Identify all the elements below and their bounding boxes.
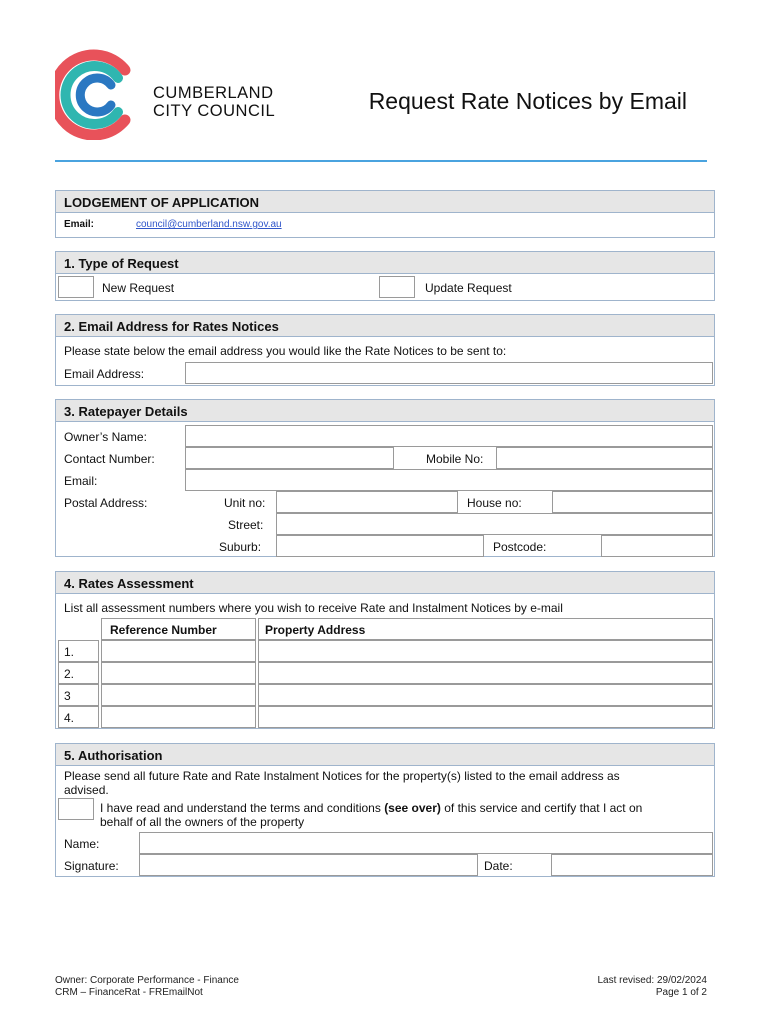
property-address-field[interactable] [258,706,713,728]
ratepayer-heading: 3. Ratepayer Details [56,400,714,422]
row-number: 1. [64,645,75,659]
date-field[interactable] [551,854,713,876]
ratepayer-email-label: Email: [64,474,98,488]
reference-number-field[interactable] [101,706,256,728]
email-instruction: Please state below the email address you would like the Rate Notices to be sent to: [64,344,507,358]
property-address-header: Property Address [265,623,366,637]
row-number: 2. [64,667,75,681]
mobile-label: Mobile No: [426,452,484,466]
type-of-request-section [55,251,715,301]
contact-number-field[interactable] [185,447,394,469]
assessment-heading: 4. Rates Assessment [56,572,714,594]
council-logo-icon [55,48,137,140]
name-field[interactable] [139,832,713,854]
rates-assessment-section [55,571,715,729]
postcode-field[interactable] [601,535,713,557]
page-header [55,48,707,158]
suburb-field[interactable] [276,535,484,557]
date-label: Date: [484,859,513,873]
authorisation-text-line-2: advised. [64,783,109,797]
new-request-label: New Request [102,281,175,295]
owner-name-field[interactable] [185,425,713,447]
footer-owner: Owner: Corporate Performance - Finance [55,975,239,986]
reference-number-header: Reference Number [110,623,217,637]
reference-number-field[interactable] [101,684,256,706]
signature-field[interactable] [139,854,478,876]
email-address-label: Email Address: [64,367,145,381]
lodgement-email-label: Email: [64,219,95,230]
declaration-part-1: I have read and understand the terms and conditions [100,801,385,815]
footer-revised: Last revised: 29/02/2024 [597,975,707,986]
update-request-label: Update Request [425,281,512,295]
suburb-label: Suburb: [219,540,262,554]
email-address-section [55,314,715,386]
header-divider [55,160,707,162]
unit-no-label: Unit no: [224,496,266,510]
property-address-field[interactable] [258,662,713,684]
footer-page-number: Page 1 of 2 [655,987,707,998]
declaration-text-line-2: behalf of all the owners of the property [100,815,305,829]
lodgement-email-link[interactable]: council@cumberland.nsw.gov.au [136,219,282,230]
reference-number-field[interactable] [101,662,256,684]
property-address-field[interactable] [258,684,713,706]
authorisation-text-line-1: Please send all future Rate and Rate Instalment Notices for the property(s) listed to the email address as [64,769,620,783]
see-over-text: (see over) [384,801,441,815]
ratepayer-email-field[interactable] [185,469,713,491]
postcode-label: Postcode: [493,540,547,554]
owner-name-label: Owner’s Name: [64,430,147,444]
new-request-checkbox[interactable] [58,276,94,298]
contact-number-label: Contact Number: [64,452,155,466]
postal-address-label: Postal Address: [64,496,148,510]
row-number: 4. [64,711,75,725]
logo-line-1: CUMBERLAND [153,84,274,102]
property-address-field[interactable] [258,640,713,662]
footer-crm: CRM – FinanceRat - FREmailNot [55,987,203,998]
authorisation-heading: 5. Authorisation [56,744,714,766]
house-no-label: House no: [467,496,522,510]
ratepayer-section [55,399,715,557]
unit-no-field[interactable] [276,491,458,513]
street-field[interactable] [276,513,713,535]
name-label: Name: [64,837,100,851]
declaration-part-2: of this service and certify that I act on [440,801,643,815]
declaration-checkbox[interactable] [58,798,94,820]
page-title: Request Rate Notices by Email [368,88,687,114]
lodgement-heading: LODGEMENT OF APPLICATION [56,191,714,213]
council-name [153,84,275,120]
declaration-text [100,801,642,815]
email-address-field[interactable] [185,362,713,384]
footer-right [597,975,707,999]
reference-number-field[interactable] [101,640,256,662]
house-no-field[interactable] [552,491,713,513]
assessment-instruction: List all assessment numbers where you wish to receive Rate and Instalment Notices by e-mail [64,601,563,615]
authorisation-section [55,743,715,877]
footer-left [55,975,239,999]
lodgement-section [55,190,715,238]
email-section-heading: 2. Email Address for Rates Notices [56,315,714,337]
mobile-field[interactable] [496,447,713,469]
update-request-checkbox[interactable] [379,276,415,298]
row-number: 3 [64,689,71,703]
signature-label: Signature: [64,859,119,873]
street-label: Street: [228,518,264,532]
logo-line-2: CITY COUNCIL [153,102,276,120]
type-heading: 1. Type of Request [56,252,714,274]
